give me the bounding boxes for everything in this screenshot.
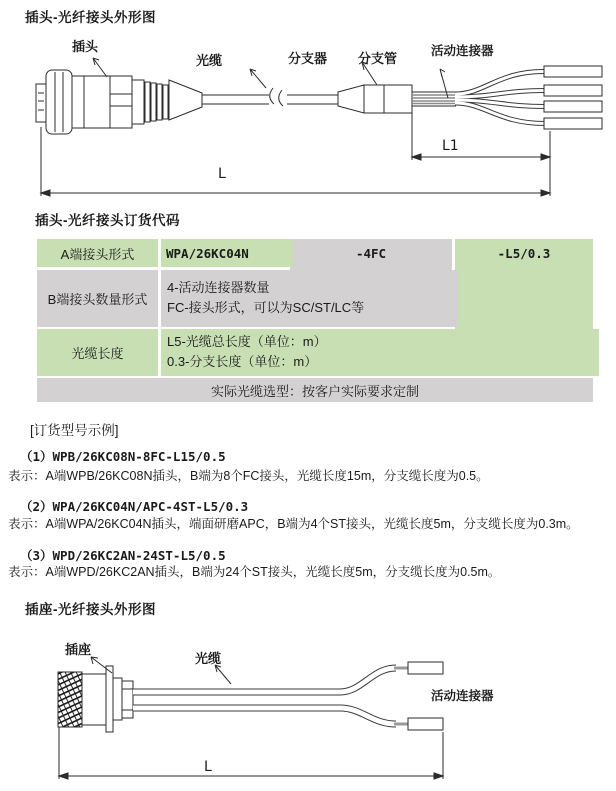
socket-cable-label: 光缆 xyxy=(195,651,222,666)
plug-label: 插头 xyxy=(72,39,99,54)
dimension-l xyxy=(41,127,550,196)
cell-a-end-header: A端接头形式 xyxy=(37,239,158,267)
cell-cable-length-desc xyxy=(161,329,599,376)
branch-tube-bundle xyxy=(412,92,458,106)
examples-heading: [订货型号示例] xyxy=(30,423,119,438)
cable-break-icon xyxy=(270,88,274,104)
dim-l1-label: L1 xyxy=(442,138,459,154)
cell-custom-note: 实际光缆选型：按客户实际要求定制 xyxy=(37,378,593,402)
cable-label: 光缆 xyxy=(196,53,223,68)
socket-connector-label: 活动连接器 xyxy=(431,689,494,703)
cable-lines xyxy=(202,88,338,106)
b-end-line2: FC-接头形式，可以为SC/ST/LC等 xyxy=(167,300,365,315)
cell-code-wpa: WPA/26KC04N xyxy=(161,239,293,267)
socket-connector-shape xyxy=(58,666,133,732)
cell-b-end-header: B端接头数量形式 xyxy=(37,270,158,327)
cell-cable-length-header: 光缆长度 xyxy=(37,329,158,376)
socket-outline-title: 插座-光纤接头外形图 xyxy=(25,602,156,617)
branch-wires xyxy=(455,71,545,123)
cell-b-end-desc xyxy=(161,270,458,327)
cell-code-l5: -L5/0.3 xyxy=(455,239,593,376)
order-code-title: 插头-光纤接头订货代码 xyxy=(35,213,180,228)
cable-length-line2: 0.3-分支长度（单位：m） xyxy=(167,354,318,369)
dimension-l1 xyxy=(412,113,550,196)
example-1-code: （1）WPB/26KC08N-8FC-L15/0.5 xyxy=(20,449,226,464)
socket-outline-drawing xyxy=(0,630,616,791)
cable-length-line1: L5-光缆总长度（单位：m） xyxy=(167,334,327,350)
movable-connector-label: 活动连接器 xyxy=(431,44,494,58)
branch-tube-label: 分支管 xyxy=(358,51,398,66)
plug-outline-drawing xyxy=(0,0,616,205)
example-3-code: （3）WPD/26KC2AN-24ST-L5/0.5 xyxy=(20,548,226,563)
plug-connector-shape xyxy=(36,70,202,134)
example-2-code: （2）WPA/26KC04N/APC-4ST-L5/0.3 xyxy=(20,499,249,514)
socket-cable-tubes xyxy=(133,668,410,724)
example-3-desc: 表示：A端WPD/26KC2AN插头，B端为24个ST接头，光缆长度5m，分支缆长度为0.5m。 xyxy=(8,565,501,579)
splitter-shape xyxy=(338,85,412,113)
example-1-desc: 表示：A端WPB/26KC08N插头，B端为8个FC接头，光缆长度15m，分支缆长度为0.5。 xyxy=(8,469,489,483)
socket-dim-l-label: L xyxy=(204,759,212,775)
plug-outline-title: 插头-光纤接头外形图 xyxy=(25,10,156,25)
splitter-label: 分支器 xyxy=(288,51,328,66)
socket-label: 插座 xyxy=(65,642,92,657)
b-end-line1: 4-活动连接器数量 xyxy=(167,280,270,296)
dim-l-label: L xyxy=(218,166,226,182)
cell-code-4fc: -4FC xyxy=(355,245,387,261)
movable-connectors xyxy=(544,66,602,129)
example-2-desc: 表示：A端WPA/26KC04N插头，端面研磨APC，B端为4个ST接头，光缆长度5m，分支缆长度为0.3m。 xyxy=(8,517,579,531)
socket-dimension-l xyxy=(59,727,443,779)
